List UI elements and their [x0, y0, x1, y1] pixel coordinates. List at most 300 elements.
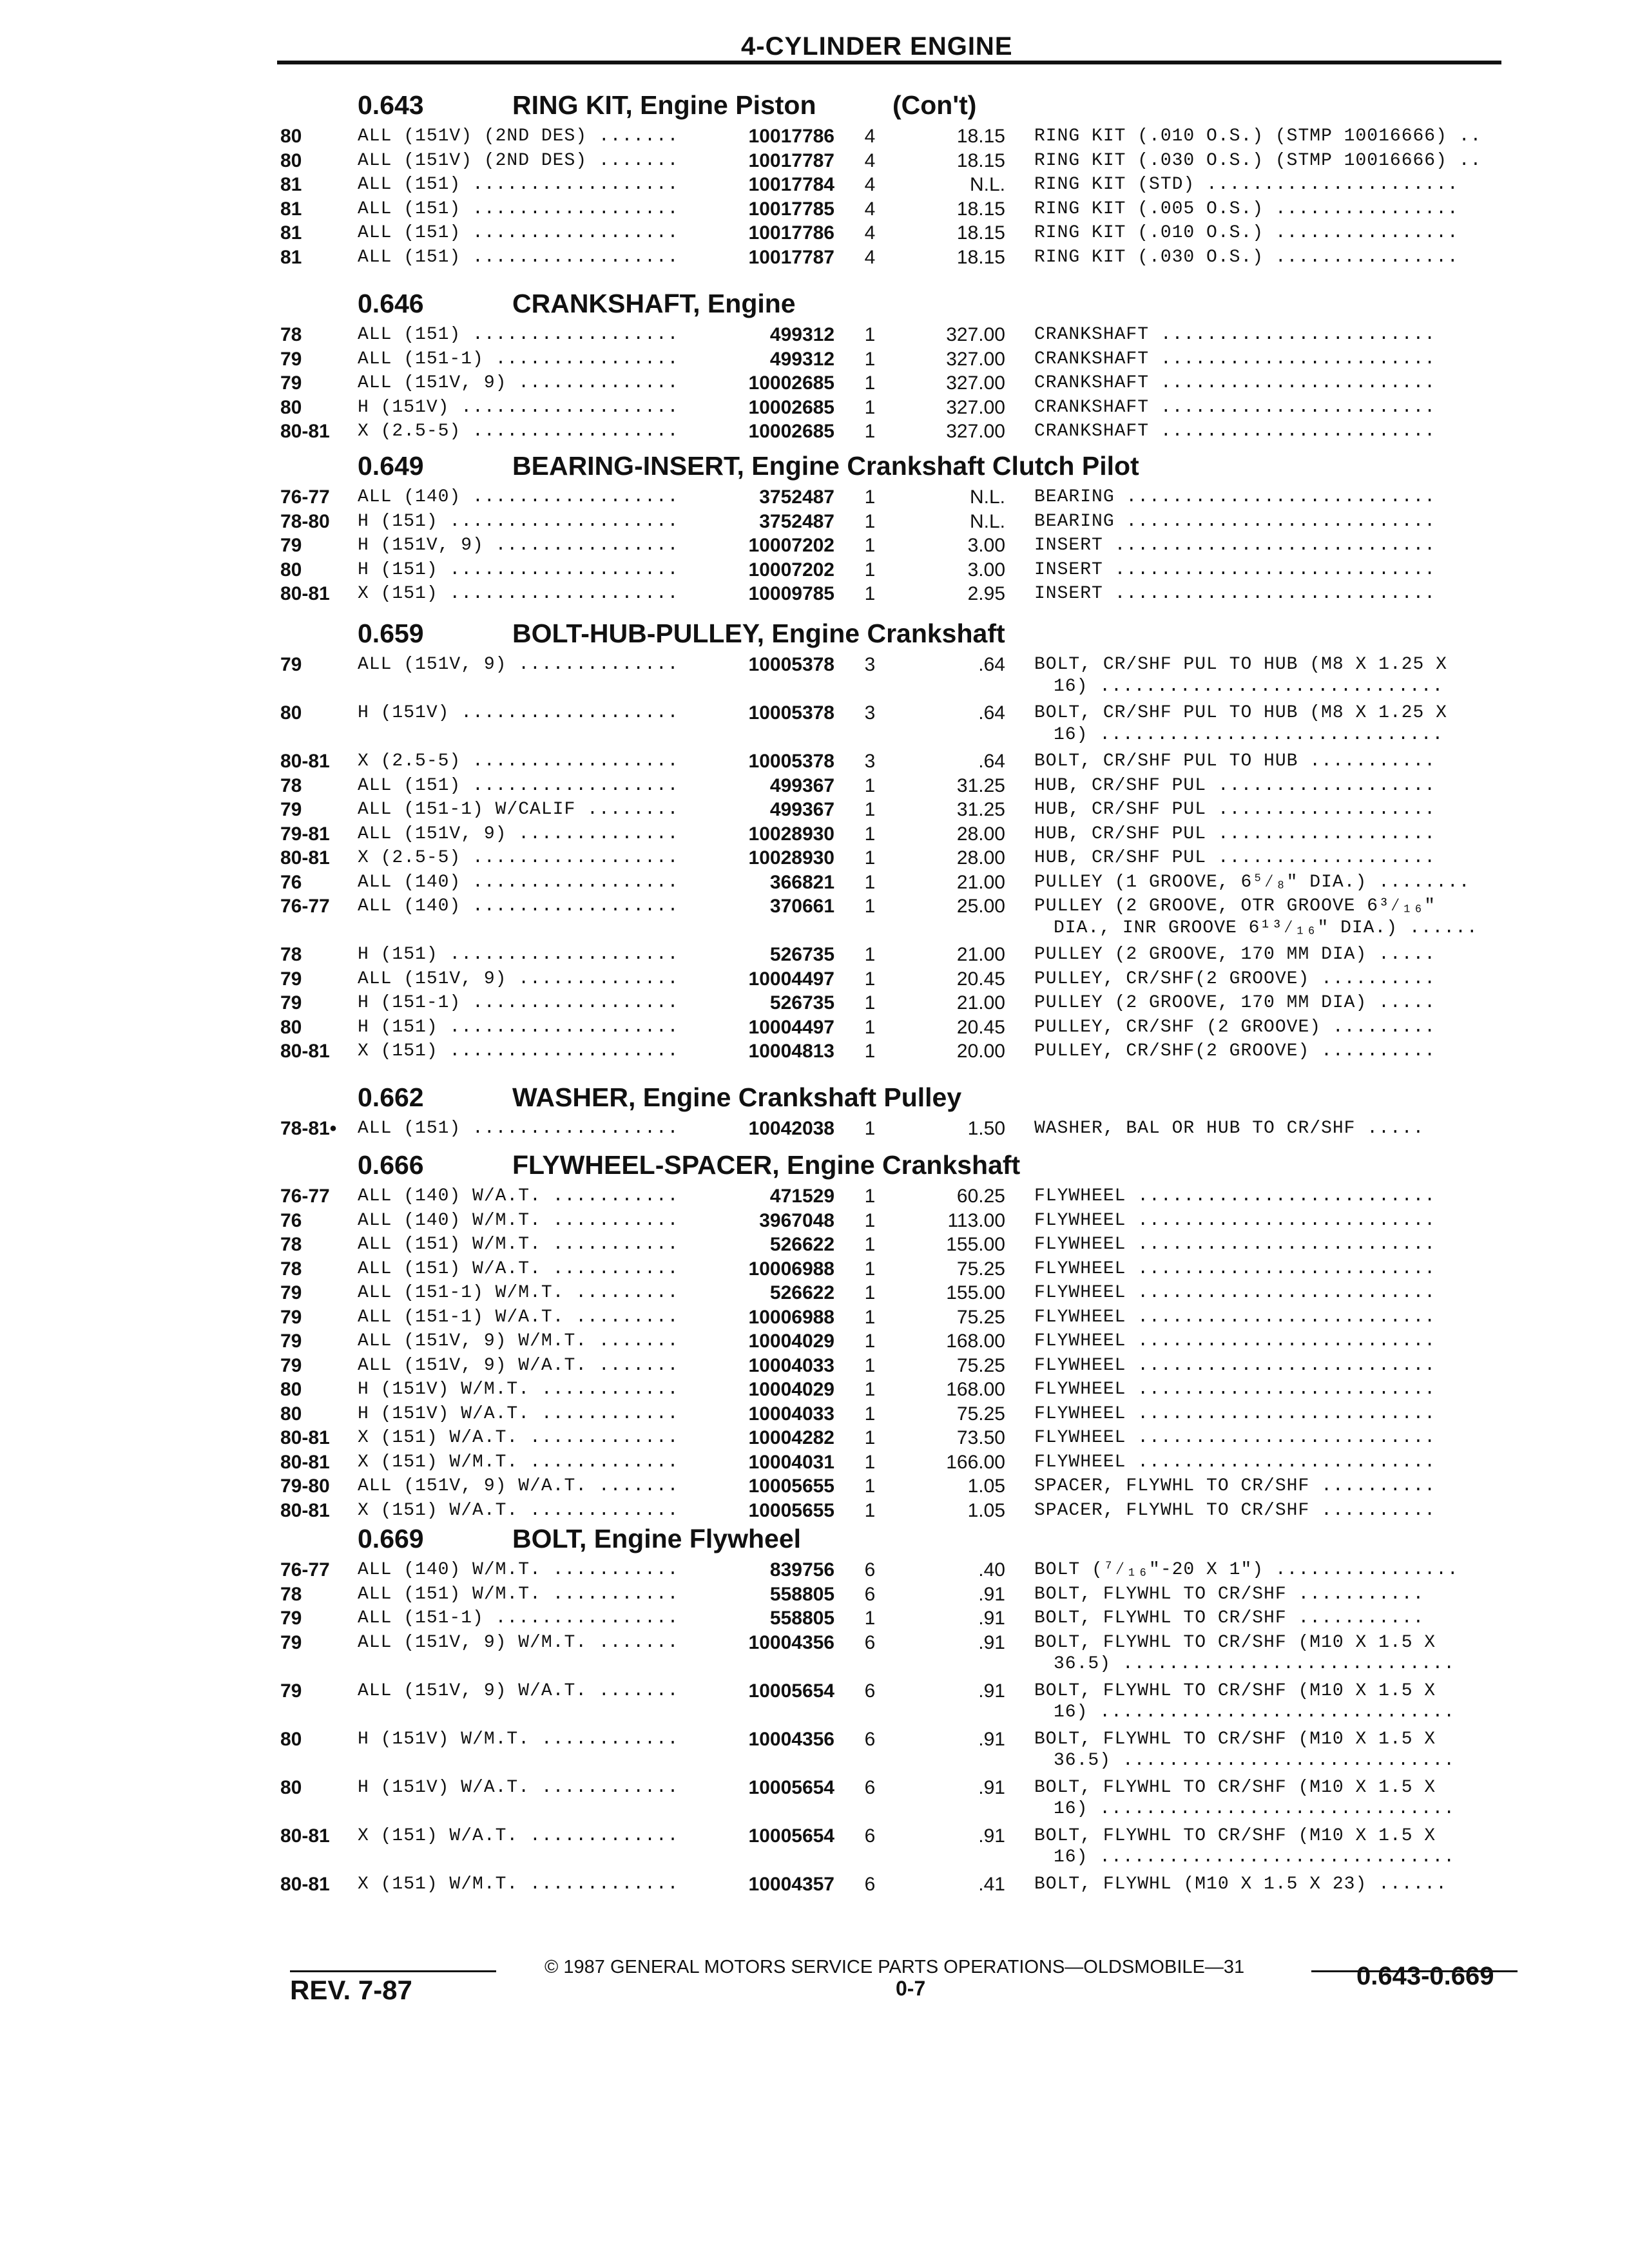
part-description: BOLT, CR/SHF PUL TO HUB (M8 X 1.25 X: [1034, 703, 1447, 723]
year-range: 76-77: [280, 486, 330, 508]
quantity: 1: [864, 774, 876, 796]
part-number: 558805: [769, 1608, 834, 1629]
part-number: 370661: [769, 896, 834, 917]
part-description: INSERT ............................: [1034, 559, 1436, 580]
model-application: ALL (140) W/A.T. ...........: [358, 1186, 679, 1206]
part-description: BOLT (⁷⁄₁₆"-20 X 1") ................: [1034, 1560, 1459, 1580]
part-description: FLYWHEEL ..........................: [1034, 1452, 1436, 1472]
model-application: ALL (151V, 9) ..............: [358, 968, 679, 989]
price: 113.00: [947, 1209, 1005, 1231]
part-description: RING KIT (.030 O.S.) (STMP 10016666) ..: [1034, 150, 1482, 171]
part-number: 10004497: [748, 1016, 834, 1038]
part-description-continued: 16) ..............................: [1054, 676, 1444, 697]
model-application: ALL (151-1) W/CALIF ........: [358, 800, 679, 820]
quantity: 6: [864, 1631, 876, 1653]
price: 1.50: [967, 1118, 1005, 1139]
model-application: ALL (151) ..................: [358, 198, 679, 219]
model-application: H (151) ....................: [358, 1017, 679, 1037]
part-number: 10017785: [748, 198, 834, 220]
part-number: 10028930: [748, 847, 834, 869]
quantity: 1: [864, 421, 876, 442]
year-range: 78-80: [280, 510, 330, 532]
model-application: X (2.5-5) ..................: [358, 421, 679, 441]
part-number: 10004031: [748, 1451, 834, 1473]
part-description: FLYWHEEL ..........................: [1034, 1258, 1436, 1279]
part-number: 10017787: [748, 246, 834, 268]
price: 18.15: [956, 222, 1005, 244]
price: N.L.: [969, 486, 1005, 508]
quantity: 1: [864, 1427, 876, 1448]
part-description: BOLT, FLYWHL TO CR/SHF (M10 X 1.5 X: [1034, 1729, 1436, 1749]
page-number: 0-7: [896, 1977, 926, 2000]
model-application: ALL (151V, 9) W/M.T. .......: [358, 1632, 679, 1653]
section-number: 0.646: [358, 289, 424, 318]
price: 1.05: [967, 1499, 1005, 1521]
price: 21.00: [956, 871, 1005, 893]
part-number: 499367: [769, 799, 834, 820]
model-application: ALL (151) W/M.T. ...........: [358, 1584, 679, 1604]
part-number: 10004813: [748, 1041, 834, 1062]
section-number: 0.662: [358, 1082, 424, 1112]
price: 75.25: [956, 1306, 1005, 1328]
price: .64: [978, 654, 1005, 675]
page-title: 4-CYLINDER ENGINE: [741, 32, 1013, 61]
model-application: H (151) ....................: [358, 559, 679, 580]
quantity: 6: [864, 1776, 876, 1798]
part-number: 10017786: [748, 222, 834, 244]
part-description: BOLT, FLYWHL TO CR/SHF (M10 X 1.5 X: [1034, 1825, 1436, 1846]
model-application: ALL (151) ..................: [358, 1119, 679, 1139]
quantity: 1: [864, 968, 876, 990]
part-number: 10005655: [748, 1499, 834, 1521]
part-number: 10005654: [748, 1680, 834, 1702]
revision-label: REV. 7-87: [290, 1975, 412, 2005]
section-title: BOLT, Engine Flywheel: [512, 1524, 802, 1553]
quantity: 4: [864, 149, 876, 171]
price: 18.15: [956, 149, 1005, 171]
part-description: BOLT, FLYWHL TO CR/SHF (M10 X 1.5 X: [1034, 1777, 1436, 1798]
part-description: CRANKSHAFT ........................: [1034, 349, 1436, 369]
part-description: FLYWHEEL ..........................: [1034, 1331, 1436, 1351]
quantity: 1: [864, 1451, 876, 1473]
price: 3.00: [967, 535, 1005, 556]
part-description: FLYWHEEL ..........................: [1034, 1283, 1436, 1303]
year-range: 80-81: [280, 583, 330, 604]
quantity: 1: [864, 396, 876, 418]
quantity: 6: [864, 1873, 876, 1895]
part-description: PULLEY, CR/SHF (2 GROOVE) .........: [1034, 1017, 1436, 1037]
price: 18.15: [956, 246, 1005, 268]
section-number: 0.659: [358, 619, 424, 648]
price: 168.00: [946, 1331, 1005, 1352]
section-continued: (Con't): [892, 90, 977, 120]
price: 21.00: [956, 944, 1005, 965]
part-number: 10004282: [748, 1427, 834, 1448]
part-number: 3967048: [759, 1209, 834, 1231]
year-range: 79: [280, 992, 302, 1014]
model-application: ALL (151V, 9) W/A.T. .......: [358, 1355, 679, 1376]
quantity: 1: [864, 871, 876, 893]
part-number: 10004357: [748, 1873, 834, 1895]
year-range: 79-80: [280, 1475, 330, 1497]
price: 1.05: [967, 1475, 1005, 1497]
year-range: 80: [280, 702, 302, 724]
quantity: 1: [864, 1403, 876, 1425]
part-number: 10004029: [748, 1331, 834, 1352]
part-description: PULLEY (2 GROOVE, 170 MM DIA) .....: [1034, 945, 1436, 965]
part-description: CRANKSHAFT ........................: [1034, 325, 1436, 345]
price: .64: [978, 751, 1005, 772]
model-application: ALL (151) ..................: [358, 223, 679, 243]
part-number: 10017784: [748, 174, 834, 195]
part-number: 526735: [769, 992, 834, 1014]
price: 75.25: [956, 1258, 1005, 1280]
price: 60.25: [956, 1186, 1005, 1207]
year-range: 79: [280, 372, 302, 394]
price: 20.45: [956, 968, 1005, 990]
part-description: HUB, CR/SHF PUL ...................: [1034, 800, 1436, 820]
quantity: 1: [864, 1282, 876, 1303]
model-application: ALL (151V, 9) W/A.T. .......: [358, 1680, 679, 1701]
price: 18.15: [956, 198, 1005, 220]
part-number: 10005654: [748, 1776, 834, 1798]
quantity: 1: [864, 992, 876, 1014]
part-number: 10005655: [748, 1475, 834, 1497]
year-range: 78: [280, 1234, 302, 1255]
quantity: 1: [864, 1331, 876, 1352]
part-description: BOLT, FLYWHL TO CR/SHF (M10 X 1.5 X: [1034, 1632, 1436, 1653]
section-title: FLYWHEEL-SPACER, Engine Crankshaft: [512, 1150, 1021, 1180]
price: 20.45: [956, 1016, 1005, 1038]
year-range: 80-81: [280, 751, 330, 772]
model-application: ALL (151V, 9) W/A.T. .......: [358, 1476, 679, 1496]
quantity: 4: [864, 246, 876, 268]
year-range: 79: [280, 1608, 302, 1629]
year-range: 80-81: [280, 847, 330, 869]
part-description: INSERT ............................: [1034, 584, 1436, 604]
model-application: X (151) ....................: [358, 1041, 679, 1061]
model-application: ALL (151V, 9) ..............: [358, 655, 679, 675]
year-range: 80: [280, 1403, 302, 1425]
part-number: 10004029: [748, 1379, 834, 1400]
part-description: RING KIT (.005 O.S.) ................: [1034, 198, 1459, 219]
part-description: FLYWHEEL ..........................: [1034, 1403, 1436, 1424]
part-description: FLYWHEEL ..........................: [1034, 1428, 1436, 1448]
model-application: H (151V) W/M.T. ............: [358, 1379, 679, 1399]
part-description: HUB, CR/SHF PUL ...................: [1034, 848, 1436, 868]
price: .64: [978, 702, 1005, 724]
part-description: FLYWHEEL ..........................: [1034, 1210, 1436, 1231]
price: 75.25: [956, 1403, 1005, 1425]
quantity: 1: [864, 823, 876, 845]
part-number: 526622: [769, 1234, 834, 1255]
section-title: WASHER, Engine Crankshaft Pulley: [512, 1082, 962, 1112]
model-application: X (2.5-5) ..................: [358, 848, 679, 868]
price: .91: [978, 1680, 1005, 1702]
price: 327.00: [946, 348, 1005, 370]
section-number: 0.643: [358, 90, 424, 120]
year-range: 80: [280, 1016, 302, 1038]
part-description-continued: 16) ...............................: [1054, 1799, 1456, 1819]
part-number: 10004356: [748, 1728, 834, 1750]
quantity: 6: [864, 1825, 876, 1847]
quantity: 3: [864, 654, 876, 675]
model-application: ALL (151) ..................: [358, 775, 679, 796]
model-application: H (151V) W/M.T. ............: [358, 1729, 679, 1749]
section-title: CRANKSHAFT, Engine: [512, 289, 796, 318]
part-description: PULLEY, CR/SHF(2 GROOVE) ..........: [1034, 968, 1436, 989]
price: 21.00: [956, 992, 1005, 1014]
model-application: X (151) W/M.T. .............: [358, 1452, 679, 1472]
part-description: FLYWHEEL ..........................: [1034, 1186, 1436, 1206]
part-description: CRANKSHAFT ........................: [1034, 397, 1436, 418]
price: 18.15: [956, 126, 1005, 147]
header-rule: [277, 61, 1501, 64]
part-number: 10002685: [748, 421, 834, 442]
model-application: ALL (140) ..................: [358, 872, 679, 892]
part-number: 10006988: [748, 1306, 834, 1328]
model-application: ALL (151V, 9) ..............: [358, 373, 679, 393]
model-application: H (151) ....................: [358, 945, 679, 965]
year-range: 81: [280, 222, 302, 244]
year-range: 78: [280, 944, 302, 965]
year-range: 78: [280, 324, 302, 345]
year-range: 78: [280, 1583, 302, 1605]
price: .40: [978, 1559, 1005, 1581]
section-number: 0.649: [358, 451, 424, 481]
price: 2.95: [967, 583, 1005, 604]
part-number: 10005378: [748, 702, 834, 724]
model-application: X (151) W/M.T. .............: [358, 1874, 679, 1894]
year-range: 80-81: [280, 1041, 330, 1062]
model-application: ALL (151) ..................: [358, 247, 679, 267]
year-range: 80-81: [280, 1451, 330, 1473]
price: N.L.: [969, 174, 1005, 195]
part-description: RING KIT (.010 O.S.) (STMP 10016666) ..: [1034, 126, 1482, 146]
model-application: H (151V) ...................: [358, 397, 679, 418]
model-application: ALL (151-1) ................: [358, 1608, 679, 1628]
quantity: 1: [864, 799, 876, 820]
year-range: 76: [280, 871, 302, 893]
price: .41: [978, 1873, 1005, 1895]
year-range: 79: [280, 1631, 302, 1653]
price: 75.25: [956, 1354, 1005, 1376]
model-application: ALL (151) ..................: [358, 175, 679, 195]
section-title: RING KIT, Engine Piston: [512, 90, 816, 120]
part-number: 10004497: [748, 968, 834, 990]
part-number: 3752487: [759, 510, 834, 532]
quantity: 1: [864, 1209, 876, 1231]
part-description: BEARING ...........................: [1034, 511, 1436, 532]
price: 327.00: [946, 372, 1005, 394]
section-title: BEARING-INSERT, Engine Crankshaft Clutch Pilot: [512, 451, 1139, 481]
price: 327.00: [946, 421, 1005, 442]
year-range: 80: [280, 396, 302, 418]
quantity: 1: [864, 1379, 876, 1400]
part-description: FLYWHEEL ..........................: [1034, 1307, 1436, 1327]
part-number: 10005378: [748, 751, 834, 772]
year-range: 79: [280, 968, 302, 990]
part-description: BOLT, FLYWHL TO CR/SHF ...........: [1034, 1584, 1425, 1604]
footer-rule-left: [290, 1970, 496, 1972]
year-range: 79: [280, 1680, 302, 1702]
model-application: ALL (151-1) W/M.T. .........: [358, 1283, 679, 1303]
quantity: 4: [864, 198, 876, 220]
part-description: FLYWHEEL ..........................: [1034, 1235, 1436, 1254]
year-range: 79-81: [280, 823, 330, 845]
quantity: 1: [864, 372, 876, 394]
part-number: 558805: [769, 1583, 834, 1605]
part-description: BEARING ...........................: [1034, 487, 1436, 507]
quantity: 1: [864, 1041, 876, 1062]
quantity: 6: [864, 1680, 876, 1702]
year-range: 80-81: [280, 1873, 330, 1895]
part-description: SPACER, FLYWHL TO CR/SHF ..........: [1034, 1500, 1436, 1521]
part-description: PULLEY (2 GROOVE, 170 MM DIA) .....: [1034, 993, 1436, 1013]
part-number: 10009785: [748, 583, 834, 604]
price: 20.00: [956, 1041, 1005, 1062]
part-number: 366821: [769, 871, 834, 893]
year-range: 80: [280, 126, 302, 147]
model-application: X (151) W/A.T. .............: [358, 1428, 679, 1448]
year-range: 79: [280, 1354, 302, 1376]
quantity: 1: [864, 559, 876, 581]
price: 31.25: [956, 774, 1005, 796]
year-range: 79: [280, 1306, 302, 1328]
model-application: X (151) W/A.T. .............: [358, 1825, 679, 1846]
price: N.L.: [969, 510, 1005, 532]
price: 327.00: [946, 396, 1005, 418]
part-description: RING KIT (.010 O.S.) ................: [1034, 223, 1459, 243]
part-number: 526735: [769, 944, 834, 965]
part-description: BOLT, CR/SHF PUL TO HUB (M8 X 1.25 X: [1034, 655, 1447, 675]
part-number: 499312: [769, 324, 834, 345]
year-range: 76-77: [280, 896, 330, 917]
part-description-continued: 16) ...............................: [1054, 1702, 1456, 1722]
quantity: 1: [864, 1016, 876, 1038]
year-range: 78: [280, 774, 302, 796]
part-description: FLYWHEEL ..........................: [1034, 1355, 1436, 1376]
quantity: 1: [864, 1499, 876, 1521]
quantity: 6: [864, 1583, 876, 1605]
quantity: 1: [864, 510, 876, 532]
model-application: H (151V) ...................: [358, 703, 679, 723]
year-range: 78: [280, 1258, 302, 1280]
price: 28.00: [956, 823, 1005, 845]
part-number: 471529: [769, 1186, 834, 1207]
footer-copyright: © 1987 GENERAL MOTORS SERVICE PARTS OPERATIONS—OLDSMOBILE—31: [545, 1957, 1245, 1977]
quantity: 1: [864, 1234, 876, 1255]
part-description-continued: 36.5) .............................: [1054, 1654, 1456, 1674]
price: 73.50: [956, 1427, 1005, 1448]
model-application: H (151-1) ..................: [358, 993, 679, 1013]
quantity: 6: [864, 1559, 876, 1581]
model-application: H (151) ....................: [358, 511, 679, 532]
price: 155.00: [946, 1282, 1005, 1303]
year-range: 80-81: [280, 1427, 330, 1448]
part-description: FLYWHEEL ..........................: [1034, 1379, 1436, 1399]
year-range: 81: [280, 174, 302, 195]
model-application: ALL (140) ..................: [358, 487, 679, 507]
quantity: 1: [864, 583, 876, 604]
quantity: 3: [864, 702, 876, 724]
year-range: 76: [280, 1209, 302, 1231]
year-range: 78-81•: [280, 1118, 337, 1139]
part-number: 10028930: [748, 823, 834, 845]
price: .91: [978, 1825, 1005, 1847]
part-description: PULLEY (1 GROOVE, 6⁵⁄₈" DIA.) ........: [1034, 872, 1470, 892]
price: 155.00: [946, 1234, 1005, 1255]
part-number: 499312: [769, 348, 834, 370]
model-application: H (151V) W/A.T. ............: [358, 1403, 679, 1424]
year-range: 79: [280, 654, 302, 675]
part-number: 10006988: [748, 1258, 834, 1280]
section-number: 0.669: [358, 1524, 424, 1553]
year-range: 81: [280, 246, 302, 268]
part-number: 10042038: [748, 1118, 834, 1139]
quantity: 3: [864, 751, 876, 772]
part-number: 10004356: [748, 1631, 834, 1653]
part-description: HUB, CR/SHF PUL ...................: [1034, 823, 1436, 844]
quantity: 1: [864, 1354, 876, 1376]
model-application: ALL (140) W/M.T. ...........: [358, 1210, 679, 1231]
part-number: 3752487: [759, 486, 834, 508]
price: 327.00: [946, 324, 1005, 345]
part-number: 10017786: [748, 126, 834, 147]
part-description: BOLT, FLYWHL TO CR/SHF ...........: [1034, 1608, 1425, 1628]
year-range: 80: [280, 1776, 302, 1798]
section-number: 0.666: [358, 1150, 424, 1180]
part-description-continued: 16) ...............................: [1054, 1847, 1456, 1867]
year-range: 80: [280, 149, 302, 171]
price: 31.25: [956, 799, 1005, 820]
part-number: 526622: [769, 1282, 834, 1303]
part-description: CRANKSHAFT ........................: [1034, 421, 1436, 441]
year-range: 80-81: [280, 1825, 330, 1847]
part-description-continued: 36.5) .............................: [1054, 1751, 1456, 1771]
model-application: ALL (140) W/M.T. ...........: [358, 1560, 679, 1580]
model-application: ALL (151V, 9) ..............: [358, 823, 679, 844]
model-application: ALL (151V) (2ND DES) .......: [358, 126, 679, 146]
quantity: 4: [864, 126, 876, 147]
model-application: ALL (140) ..................: [358, 896, 679, 916]
quantity: 1: [864, 1118, 876, 1139]
part-description: BOLT, CR/SHF PUL TO HUB ...........: [1034, 751, 1436, 771]
quantity: 4: [864, 222, 876, 244]
part-number: 10002685: [748, 396, 834, 418]
part-number: 10005654: [748, 1825, 834, 1847]
year-range: 79: [280, 799, 302, 820]
part-number: 10007202: [748, 535, 834, 556]
quantity: 1: [864, 1306, 876, 1328]
year-range: 80: [280, 1728, 302, 1750]
quantity: 1: [864, 348, 876, 370]
price: 3.00: [967, 559, 1005, 581]
quantity: 1: [864, 486, 876, 508]
year-range: 81: [280, 198, 302, 220]
part-description: PULLEY, CR/SHF(2 GROOVE) ..........: [1034, 1041, 1436, 1061]
section-title: BOLT-HUB-PULLEY, Engine Crankshaft: [512, 619, 1005, 648]
year-range: 76-77: [280, 1186, 330, 1207]
part-number: 10004033: [748, 1403, 834, 1425]
quantity: 1: [864, 535, 876, 556]
model-application: H (151V) W/A.T. ............: [358, 1777, 679, 1798]
quantity: 6: [864, 1728, 876, 1750]
part-number: 10007202: [748, 559, 834, 581]
model-application: H (151V, 9) ................: [358, 535, 679, 555]
quantity: 1: [864, 324, 876, 345]
part-description: BOLT, FLYWHL (M10 X 1.5 X 23) ......: [1034, 1874, 1447, 1894]
